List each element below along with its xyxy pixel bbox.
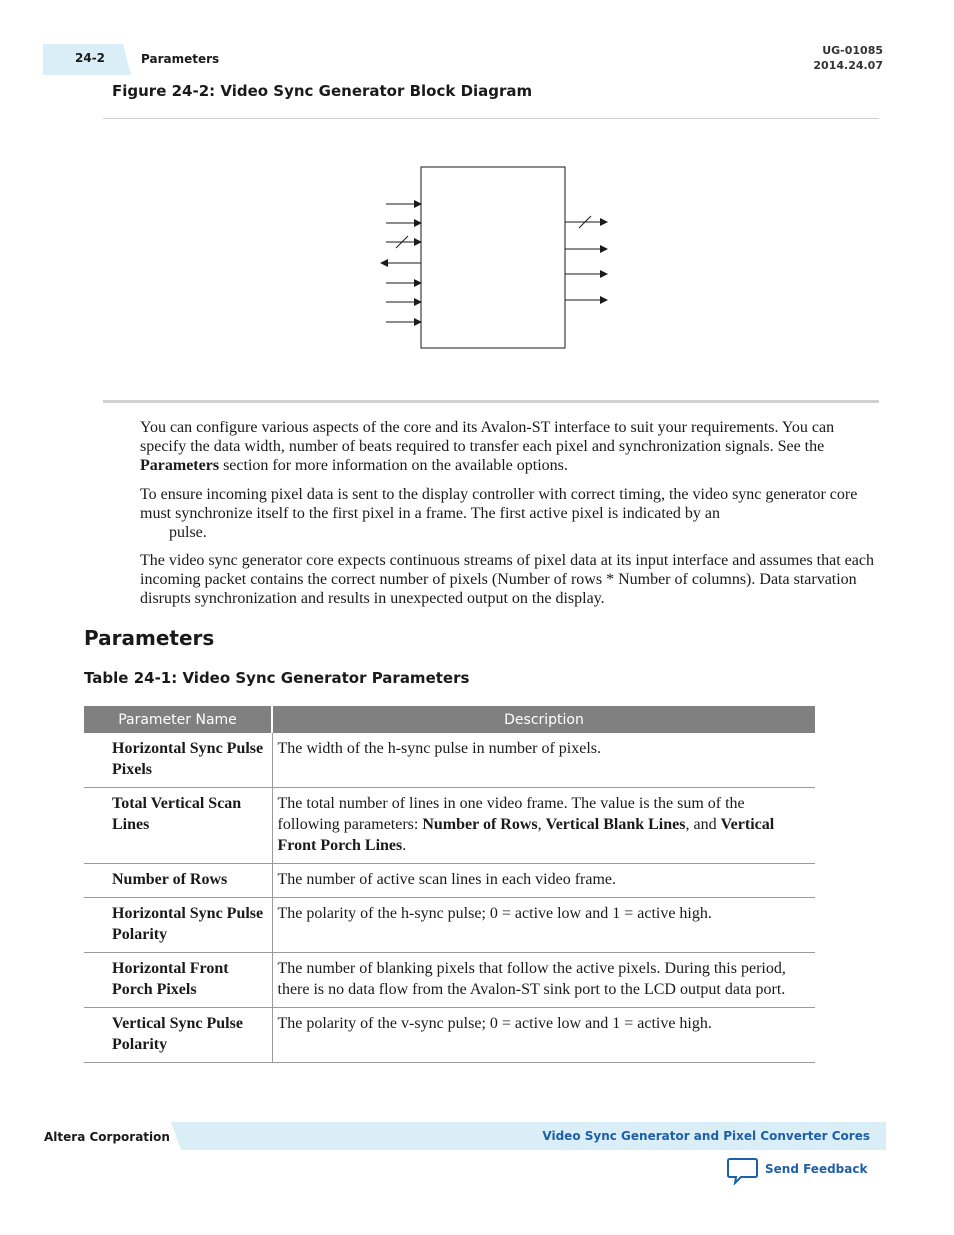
description-text: , and: [685, 816, 721, 833]
table-row: [84, 733, 815, 788]
reference-vertical-blank-lines: Vertical Blank Lines: [545, 816, 686, 833]
speech-bubble-icon[interactable]: [727, 1157, 759, 1185]
parameter-name: Horizontal Sync Pulse Polarity: [84, 898, 272, 953]
parameter-description: The number of active scan lines in each video frame.: [272, 864, 815, 898]
footer-company: Altera Corporation: [44, 1130, 170, 1144]
parameter-description: The polarity of the v-sync pulse; 0 = active low and 1 = active high.: [272, 1008, 815, 1063]
parameter-name: Horizontal Front Porch Pixels: [84, 953, 272, 1008]
reference-number-of-rows: Number of Rows: [422, 816, 538, 833]
reference-vertical-front-porch-lines: Vertical Front Porch Lines: [277, 816, 775, 854]
document-date: 2014.24.07: [813, 59, 883, 72]
paragraph-text-indent: pulse.: [169, 524, 207, 541]
section-heading: Parameters: [84, 626, 215, 650]
parameter-name: Total Vertical Scan Lines: [84, 788, 272, 864]
figure-bottom-rule: [103, 400, 879, 403]
parameter-name: Number of Rows: [84, 864, 272, 898]
paragraph-text: To ensure incoming pixel data is sent to the display controller with correct timing, the video sync generator core must synchronize itself to the first pixel in a frame. The first active pixel is indicated by an: [140, 486, 858, 522]
footer-document-title[interactable]: Video Sync Generator and Pixel Converter Cores: [542, 1129, 870, 1143]
parameter-description: [272, 788, 815, 864]
table-row: [84, 1008, 815, 1063]
parameter-description: The polarity of the h-sync pulse; 0 = active low and 1 = active high.: [272, 898, 815, 953]
core-block: [421, 167, 565, 348]
table-row: [84, 788, 815, 864]
description-text: .: [402, 837, 407, 854]
table-header-row: [84, 706, 815, 733]
table-row: [84, 898, 815, 953]
column-header-parameter-name: Parameter Name: [84, 706, 272, 733]
table-row: [84, 864, 815, 898]
paragraph-text: You can configure various aspects of the core and its Avalon-ST interface to suit your requirements. You can specify the data width, number of beats required to transfer each pixel and synchronization signals. See the: [140, 419, 835, 455]
figure-caption: Figure 24-2: Video Sync Generator Block Diagram: [112, 82, 533, 100]
block-diagram: [0, 0, 954, 420]
document-number: UG-01085: [822, 44, 883, 57]
table-row: [84, 953, 815, 1008]
description-text: The total number of lines in one video frame. The value is the sum of the following parameters:: [277, 795, 745, 833]
parameter-description: The number of blanking pixels that follow the active pixels. During this period, there is no data flow from the Avalon-ST sink port to the LCD output data port.: [272, 953, 815, 1008]
parameter-name: Vertical Sync Pulse Polarity: [84, 1008, 272, 1063]
parameters-reference: Parameters: [140, 457, 220, 474]
parameters-table: [84, 706, 815, 1063]
table-caption: Table 24-1: Video Sync Generator Parameters: [84, 669, 470, 687]
send-feedback-link[interactable]: Send Feedback: [765, 1162, 868, 1176]
parameter-description: The width of the h-sync pulse in number of pixels.: [272, 733, 815, 788]
header-section-title: Parameters: [141, 52, 220, 66]
description-text: ,: [537, 816, 546, 833]
paragraph-continuous-streams: The video sync generator core expects continuous streams of pixel data at its input interface and assumes that each incoming packet contains the correct number of pixels (Number of rows * Number of columns). Data starvation disrupts synchronization and results in unexpected output on the display.: [140, 552, 874, 607]
parameter-name: Horizontal Sync Pulse Pixels: [84, 733, 272, 788]
paragraph-text: section for more information on the available options.: [219, 457, 568, 474]
paragraph-synchronize: [140, 485, 875, 542]
page-number: 24-2: [75, 51, 106, 65]
paragraph-configure: [140, 418, 875, 475]
column-header-description: Description: [272, 706, 815, 733]
